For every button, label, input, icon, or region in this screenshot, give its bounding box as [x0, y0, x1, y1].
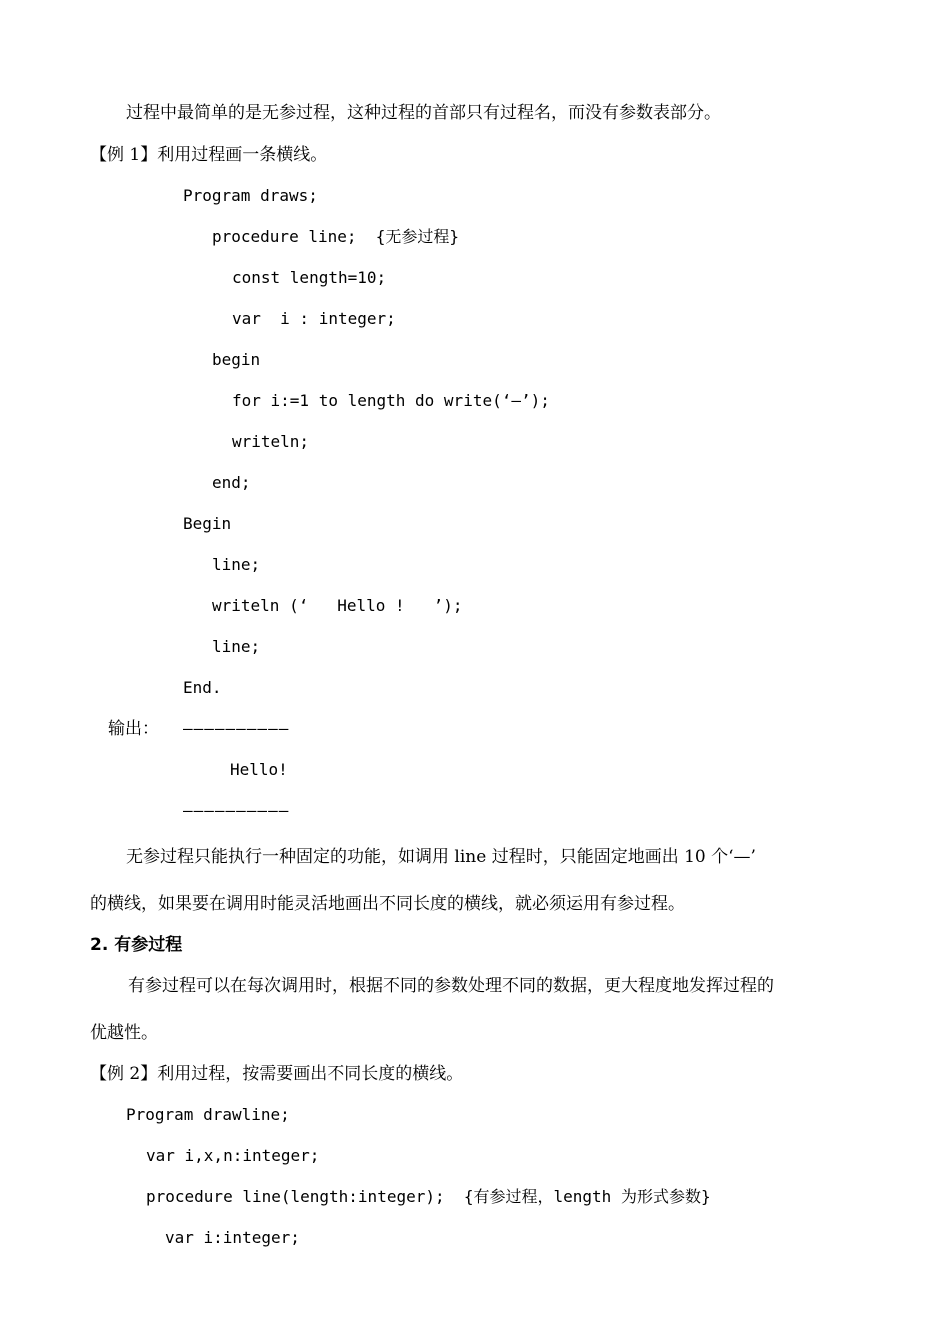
code-line: var i:integer;: [165, 1228, 300, 1247]
code-line: Begin: [183, 514, 232, 533]
explanation-line-2: 的横线，如果要在调用时能灵活地画出不同长度的横线，就必须运用有参过程。: [90, 894, 685, 914]
code-line: procedure line(length:integer); {有参过程，length 为形式参数}: [146, 1187, 711, 1206]
code-line: end;: [212, 473, 251, 492]
code-line: var i : integer;: [232, 309, 396, 328]
output-label: 输出：: [108, 719, 159, 739]
example1-title: 【例 1】利用过程画一条横线。: [90, 145, 328, 165]
section-heading: 2. 有参过程: [90, 935, 183, 955]
example2-title: 【例 2】利用过程，按需要画出不同长度的横线。: [90, 1064, 464, 1084]
section-paragraph-line-1: 有参过程可以在每次调用时，根据不同的参数处理不同的数据，更大程度地发挥过程的: [128, 976, 774, 996]
output-line: ——————————: [183, 801, 290, 820]
section-paragraph-line-2: 优越性。: [90, 1023, 158, 1043]
code-line: begin: [212, 350, 261, 369]
code-line: End.: [183, 678, 222, 697]
code-line: var i,x,n:integer;: [146, 1146, 320, 1165]
code-line: procedure line; {无参过程}: [212, 227, 460, 246]
code-line: writeln;: [232, 432, 310, 451]
code-line: Program drawline;: [126, 1105, 290, 1124]
intro-paragraph: 过程中最简单的是无参过程，这种过程的首部只有过程名，而没有参数表部分。: [126, 103, 721, 123]
code-line: const length=10;: [232, 268, 387, 287]
output-line: Hello!: [230, 760, 288, 779]
code-line: line;: [212, 555, 261, 574]
explanation-line-1: 无参过程只能执行一种固定的功能，如调用 line 过程时，只能固定地画出 10 个‘—’: [126, 847, 756, 867]
code-line: writeln (‘ Hello ! ’);: [212, 596, 463, 615]
code-line: Program draws;: [183, 186, 318, 205]
code-line: line;: [212, 637, 261, 656]
code-line: for i:=1 to length do write(‘—’);: [232, 391, 550, 410]
output-line: ——————————: [183, 719, 290, 738]
